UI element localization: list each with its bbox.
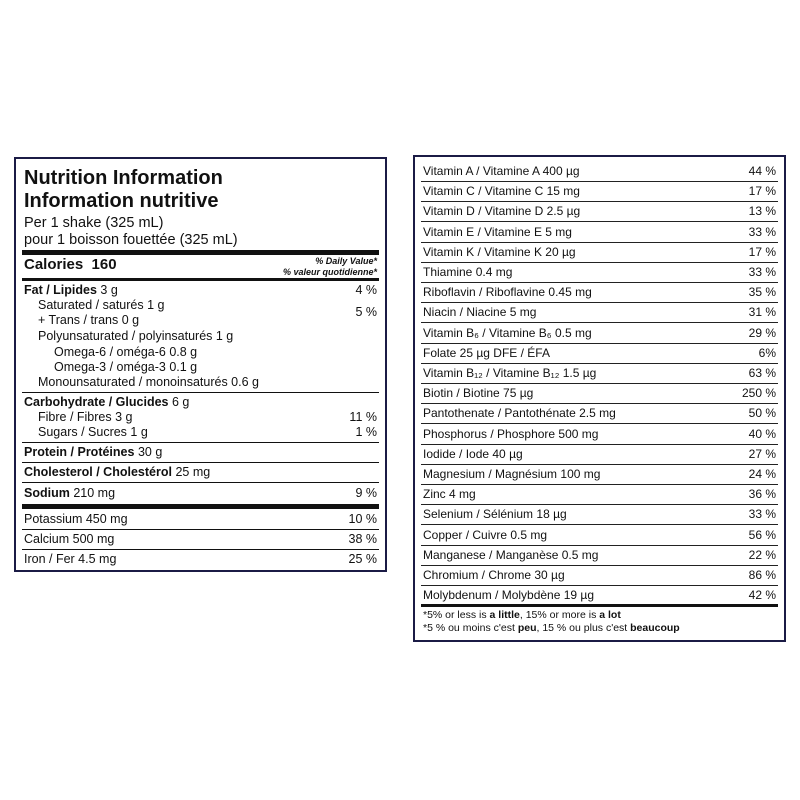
title-french: Information nutritive	[24, 190, 219, 212]
nutrient-row	[421, 222, 778, 243]
sat-trans-pct: 5 %	[355, 305, 377, 319]
nutrient-row	[421, 282, 778, 303]
nutrient-row	[421, 363, 778, 384]
nutrient-row	[421, 464, 778, 485]
nutrient-row	[421, 444, 778, 465]
nutrient-daily-value: 35 %	[748, 285, 776, 300]
nutrient-daily-value: 33 %	[748, 224, 776, 239]
nutrient-daily-value: 29 %	[748, 325, 776, 340]
footnote-french: *5 % ou moins c'est peu, 15 % ou plus c'est beaucoup	[423, 622, 680, 634]
nutrient-label: Riboflavin / Riboflavine 0.45 mg	[423, 285, 592, 300]
divider-thin	[22, 549, 379, 550]
nutrient-daily-value: 6%	[758, 345, 776, 360]
nutrient-label: Copper / Cuivre 0.5 mg	[423, 527, 548, 542]
chol-label: Cholesterol / Cholestérol	[24, 465, 172, 479]
nutrient-row	[421, 161, 778, 182]
nutrient-daily-value: 36 %	[748, 487, 776, 502]
chol-value: 25 mg	[175, 465, 211, 479]
nutrient-label: Molybdenum / Molybdène 19 µg	[423, 588, 595, 603]
nutrient-daily-value: 17 %	[748, 244, 776, 259]
nutrient-label: Vitamin B₆ / Vitamine B₆ 0.5 mg	[423, 325, 592, 340]
divider-thin	[22, 442, 379, 443]
serving-size-french: pour 1 boisson fouettée (325 mL)	[24, 232, 238, 248]
calories-row	[24, 256, 117, 273]
nutrient-label: Vitamin A / Vitamine A 400 µg	[423, 164, 580, 178]
nutrient-daily-value: 44 %	[748, 164, 776, 178]
nutrient-daily-value: 17 %	[748, 184, 776, 199]
nutrient-daily-value: 86 %	[748, 568, 776, 582]
fibre-row: Fibre / Fibres 3 g 11 %	[38, 410, 377, 424]
daily-value-header	[283, 256, 377, 278]
nutrient-row	[421, 262, 778, 283]
divider-medium	[421, 604, 778, 607]
nutrient-label: Thiamine 0.4 mg	[423, 265, 513, 279]
omega6-row: Omega-6 / oméga-6 0.8 g	[54, 345, 198, 359]
fat-row	[24, 283, 377, 298]
nutrient-daily-value: 13 %	[748, 204, 776, 219]
divider-thin	[22, 462, 379, 463]
fat-label: Fat / Lipides	[24, 283, 97, 297]
nutrient-daily-value: 50 %	[748, 406, 776, 421]
nutrient-label: Biotin / Biotine 75 µg	[423, 386, 534, 401]
polyunsaturated-row: Polyunsaturated / polyinsaturés 1 g	[38, 329, 234, 343]
carbohydrate-row	[24, 395, 377, 410]
nutrient-row	[421, 525, 778, 546]
nutrient-row	[421, 403, 778, 424]
fat-value: 3 g	[100, 283, 118, 297]
nutrient-daily-value: 24 %	[748, 467, 776, 481]
protein-row	[24, 445, 377, 460]
nutrient-label: Chromium / Chrome 30 µg	[423, 568, 565, 582]
divider-thick	[22, 250, 379, 255]
nutrient-daily-value: 250 %	[741, 386, 776, 401]
iron-pct: 25 %	[348, 552, 377, 566]
nutrient-label: Selenium / Sélénium 18 µg	[423, 507, 567, 522]
protein-value: 30 g	[137, 445, 163, 459]
nutrient-row	[421, 181, 778, 202]
divider-thin	[22, 482, 379, 483]
nutrient-daily-value: 40 %	[748, 426, 776, 441]
footnote-english: *5% or less is a little, 15% or more is a lot	[423, 609, 621, 621]
sugars-row: Sugars / Sucres 1 g 1 %	[38, 425, 377, 439]
nutrient-daily-value: 33 %	[748, 507, 776, 522]
nutrient-row	[421, 242, 778, 263]
nutrient-row	[421, 302, 778, 323]
serving-size-english: Per 1 shake (325 mL)	[24, 215, 164, 231]
nutrient-label: Iodide / Iode 40 µg	[423, 446, 523, 461]
nutrient-daily-value: 31 %	[748, 305, 776, 320]
calories-value: 160	[91, 256, 117, 273]
nutrient-label: Vitamin E / Vitamine E 5 mg	[423, 224, 572, 239]
divider-medium	[22, 278, 379, 281]
nutrient-label: Phosphorus / Phosphore 500 mg	[423, 426, 599, 441]
nutrient-row	[421, 545, 778, 566]
carb-value: 6 g	[171, 395, 190, 409]
daily-value-header-french: % valeur quotidienne*	[282, 267, 377, 277]
potassium-row: Potassium 450 mg 10 %	[24, 512, 377, 526]
divider-thin	[22, 392, 379, 393]
fat-pct: 4 %	[355, 283, 377, 297]
title-english: Nutrition Information	[24, 167, 223, 189]
divider-thin	[22, 529, 379, 530]
nutrient-daily-value: 63 %	[748, 366, 776, 380]
nutrient-daily-value: 42 %	[748, 588, 776, 603]
calcium-row: Calcium 500 mg 38 %	[24, 532, 377, 546]
sodium-value: 210 mg	[73, 486, 116, 500]
nutrient-row	[421, 484, 778, 505]
nutrient-label: Vitamin D / Vitamine D 2.5 µg	[423, 204, 581, 219]
calories-label: Calories	[24, 256, 84, 273]
nutrient-label: Vitamin C / Vitamine C 15 mg	[423, 184, 580, 199]
vitamins-minerals-panel	[413, 155, 786, 642]
nutrient-row	[421, 504, 778, 525]
protein-label: Protein / Protéines	[24, 445, 135, 459]
cholesterol-row	[24, 465, 377, 480]
sodium-row	[24, 486, 377, 501]
nutrient-daily-value: 22 %	[748, 547, 776, 562]
nutrient-row	[421, 424, 778, 445]
sodium-pct: 9 %	[355, 486, 377, 500]
nutrient-row	[421, 201, 778, 222]
nutrition-facts-main-panel	[14, 157, 387, 572]
nutrient-label: Vitamin K / Vitamine K 20 µg	[423, 244, 576, 259]
daily-value-header-english: % Daily Value*	[315, 256, 377, 266]
sodium-label: Sodium	[24, 486, 70, 500]
nutrient-label: Magnesium / Magnésium 100 mg	[423, 467, 601, 481]
divider-thick	[22, 504, 379, 509]
omega3-row: Omega-3 / oméga-3 0.1 g	[54, 360, 198, 374]
nutrient-label: Manganese / Manganèse 0.5 mg	[423, 547, 599, 562]
nutrient-row	[421, 383, 778, 404]
sugars-pct: 1 %	[355, 425, 377, 439]
nutrient-row	[421, 343, 778, 364]
nutrient-label: Pantothenate / Pantothénate 2.5 mg	[423, 406, 616, 421]
nutrient-daily-value: 27 %	[748, 446, 776, 461]
nutrient-daily-value: 33 %	[748, 265, 776, 279]
potassium-pct: 10 %	[348, 512, 377, 526]
nutrient-label: Niacin / Niacine 5 mg	[423, 305, 537, 320]
trans-row: + Trans / trans 0 g	[38, 313, 140, 327]
saturated-row: Saturated / saturés 1 g	[38, 298, 165, 312]
nutrient-daily-value: 56 %	[748, 527, 776, 542]
calcium-pct: 38 %	[348, 532, 377, 546]
carb-label: Carbohydrate / Glucides	[24, 395, 169, 409]
fibre-pct: 11 %	[349, 410, 377, 424]
nutrient-row	[421, 565, 778, 586]
nutrient-label: Vitamin B₁₂ / Vitamine B₁₂ 1.5 µg	[423, 366, 597, 380]
nutrient-label: Folate 25 µg DFE / ÉFA	[423, 345, 550, 360]
iron-row: Iron / Fer 4.5 mg 25 %	[24, 552, 377, 566]
monounsaturated-row: Monounsaturated / monoinsaturés 0.6 g	[38, 375, 259, 389]
nutrient-label: Zinc 4 mg	[423, 487, 476, 502]
nutrient-row	[421, 323, 778, 344]
